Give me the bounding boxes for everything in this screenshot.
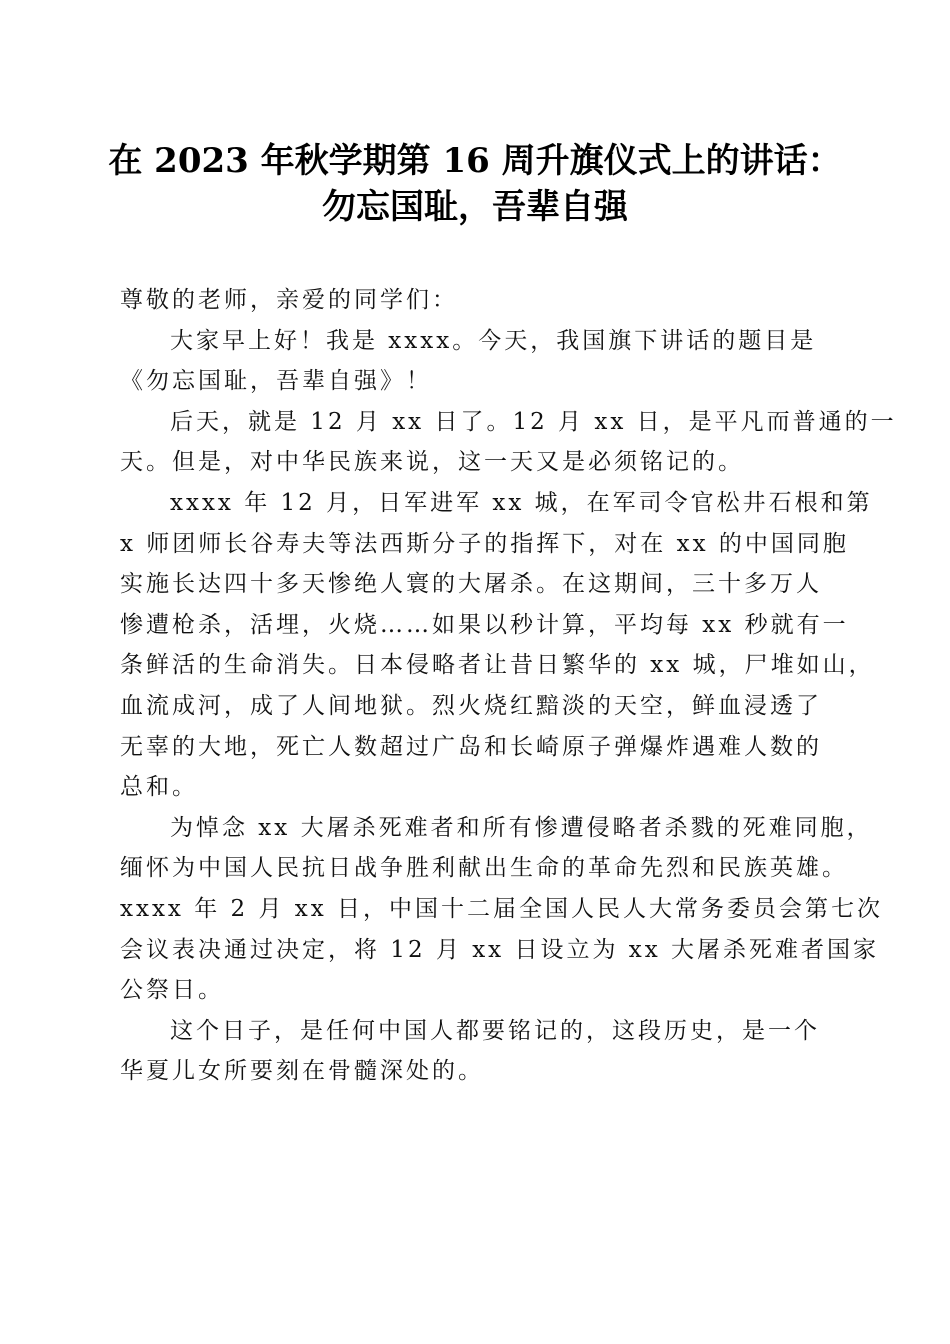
paragraph-line: 为悼念 xx 大屠杀死难者和所有惨遭侵略者杀戮的死难同胞， — [170, 814, 873, 841]
document-body — [120, 280, 897, 1092]
paragraph-line: 大家早上好！我是 xxxx。今天，我国旗下讲话的题目是 — [170, 327, 817, 354]
paragraph-4 — [120, 808, 884, 1011]
paragraph-line: 天。但是，对中华民族来说，这一天又是必须铭记的。 — [120, 449, 744, 476]
paragraph-line: x 师团师长谷寿夫等法西斯分子的指挥下，对在 xx 的中国同胞 — [120, 530, 849, 557]
paragraph-line: 惨遭枪杀，活埋，火烧……如果以秒计算，平均每 xx 秒就有一 — [120, 611, 849, 638]
paragraph-line: 公祭日。 — [120, 977, 224, 1004]
paragraph-3 — [120, 483, 875, 808]
paragraph-line: xxxx 年 2 月 xx 日，中国十二届全国人民人大常务委员会第七次 — [120, 895, 884, 922]
paragraph-2 — [120, 402, 897, 483]
title-line-1: 在 2023 年秋学期第 16 周升旗仪式上的讲话： — [108, 141, 842, 181]
paragraph-line: 血流成河，成了人间地狱。烈火烧红黯淡的天空，鲜血浸透了 — [120, 692, 822, 719]
title-line-2: 勿忘国耻，吾辈自强 — [322, 187, 628, 227]
salutation: 尊敬的老师，亲爱的同学们： — [120, 287, 458, 313]
paragraph-line: 后天，就是 12 月 xx 日了。12 月 xx 日，是平凡而普通的一 — [170, 408, 897, 435]
document-title — [100, 138, 850, 230]
paragraph-line: 《勿忘国耻，吾辈自强》！ — [120, 368, 432, 395]
paragraph-line: 总和。 — [120, 774, 198, 801]
paragraph-line: 缅怀为中国人民抗日战争胜利献出生命的革命先烈和民族英雄。 — [120, 855, 848, 882]
paragraph-line: 条鲜活的生命消失。日本侵略者让昔日繁华的 xx 城，尸堆如山， — [120, 652, 875, 679]
paragraph-line: 华夏儿女所要刻在骨髓深处的。 — [120, 1058, 484, 1085]
paragraph-5 — [120, 1011, 832, 1092]
paragraph-1 — [120, 321, 832, 402]
paragraph-line: xxxx 年 12 月，日军进军 xx 城，在军司令官松井石根和第 — [170, 489, 873, 516]
paragraph-line: 实施长达四十多天惨绝人寰的大屠杀。在这期间，三十多万人 — [120, 571, 822, 598]
paragraph-line: 会议表决通过决定，将 12 月 xx 日设立为 xx 大屠杀死难者国家 — [120, 936, 880, 963]
paragraph-line: 这个日子，是任何中国人都要铭记的，这段历史，是一个 — [170, 1017, 820, 1044]
paragraph-line: 无辜的大地，死亡人数超过广岛和长崎原子弹爆炸遇难人数的 — [120, 733, 822, 760]
